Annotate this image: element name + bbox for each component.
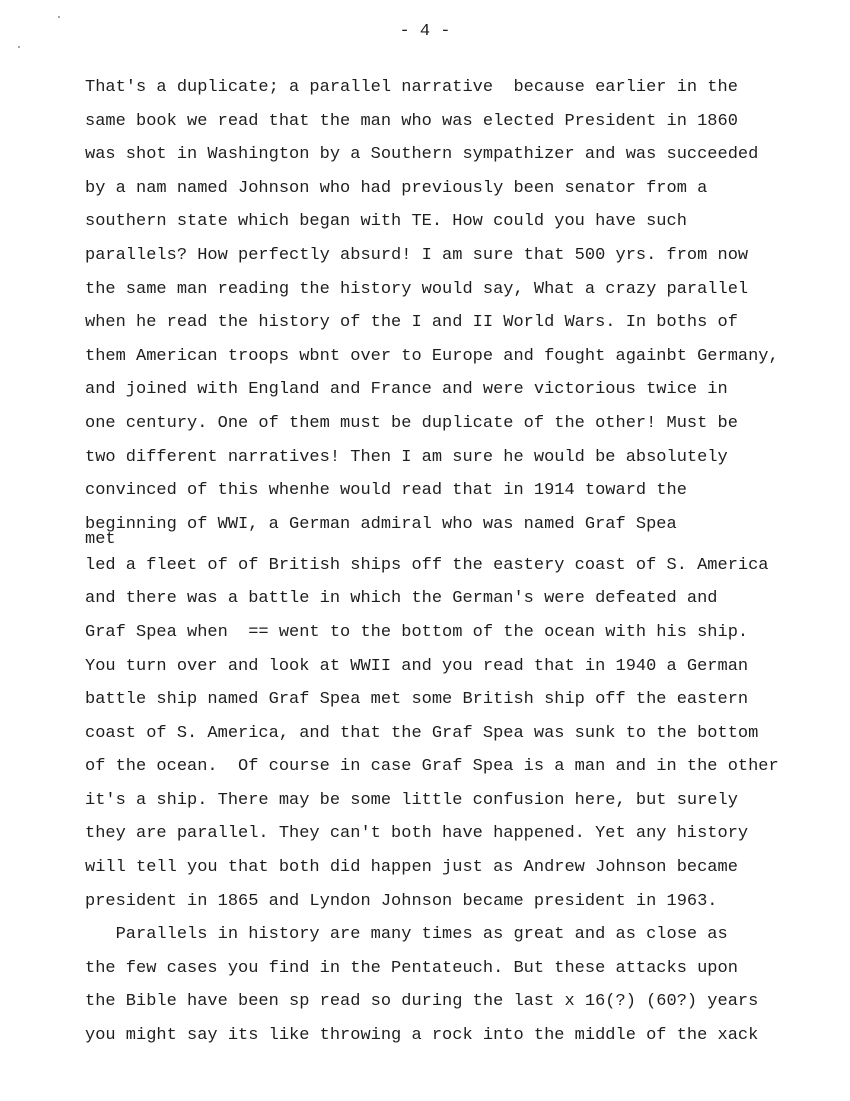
- text-line: the few cases you find in the Pentateuch. But these attacks upon: [85, 958, 738, 978]
- typewritten-body: [85, 71, 845, 1053]
- text-line: That's a duplicate; a parallel narrative because earlier in the: [85, 78, 738, 97]
- text-line: you might say its like throwing a rock into the middle of the xack: [85, 1026, 759, 1046]
- text-line: the Bible have been sp read so during the last x 16(?) (60?) years: [85, 992, 759, 1012]
- text-line: of the ocean. Of course in case Graf Spea is a man and in the other: [85, 757, 779, 777]
- text-line: battle ship named Graf Spea met some British ship off the eastern: [85, 690, 749, 710]
- text-line: they are parallel. They can't both have happened. Yet any history: [85, 824, 749, 844]
- text-line: and joined with England and France and were victorious twice in: [85, 380, 728, 400]
- text-line: parallels? How perfectly absurd! I am sure that 500 yrs. from now: [85, 245, 749, 265]
- text-line: southern state which began with TE. How could you have such: [85, 212, 687, 232]
- text-line: one century. One of them must be duplicate of the other! Must be: [85, 413, 738, 433]
- text-line: convinced of this whenhe would read that in 1914 toward the: [85, 481, 687, 501]
- text-line: coast of S. America, and that the Graf Spea was sunk to the bottom: [85, 723, 759, 743]
- text-line: Graf Spea when == went to the bottom of the ocean with his ship.: [85, 622, 749, 642]
- text-line: was shot in Washington by a Southern sympathizer and was succeeded: [85, 145, 759, 165]
- speck: [18, 46, 20, 48]
- text-line: by a nam named Johnson who had previously been senator from a: [85, 178, 708, 198]
- text-line: them American troops wbnt over to Europe and fought againbt Germany,: [85, 346, 779, 366]
- text-line: led a fleet of of British ships off the eastery coast of S. America: [85, 555, 769, 575]
- text-line: and there was a battle in which the German's were defeated and: [85, 589, 718, 609]
- text-line: same book we read that the man who was elected President in 1860: [85, 111, 738, 131]
- text-line: You turn over and look at WWII and you read that in 1940 a German: [85, 656, 749, 676]
- text-line: met: [85, 529, 116, 549]
- page-number: - 4 -: [399, 22, 451, 41]
- text-line: will tell you that both did happen just as Andrew Johnson became: [85, 858, 738, 878]
- text-line: it's a ship. There may be some little confusion here, but surely: [85, 790, 738, 810]
- text-line: president in 1865 and Lyndon Johnson became president in 1963.: [85, 891, 718, 911]
- text-line: the same man reading the history would say, What a crazy parallel: [85, 279, 749, 299]
- text-line: Parallels in history are many times as great and as close as: [85, 925, 728, 945]
- speck: [58, 16, 60, 18]
- text-line: two different narratives! Then I am sure he would be absolutely: [85, 447, 728, 467]
- text-line: when he read the history of the I and II World Wars. In boths of: [85, 313, 738, 333]
- text-line: beginning of WWI, a German admiral who was named Graf Spea: [85, 514, 677, 534]
